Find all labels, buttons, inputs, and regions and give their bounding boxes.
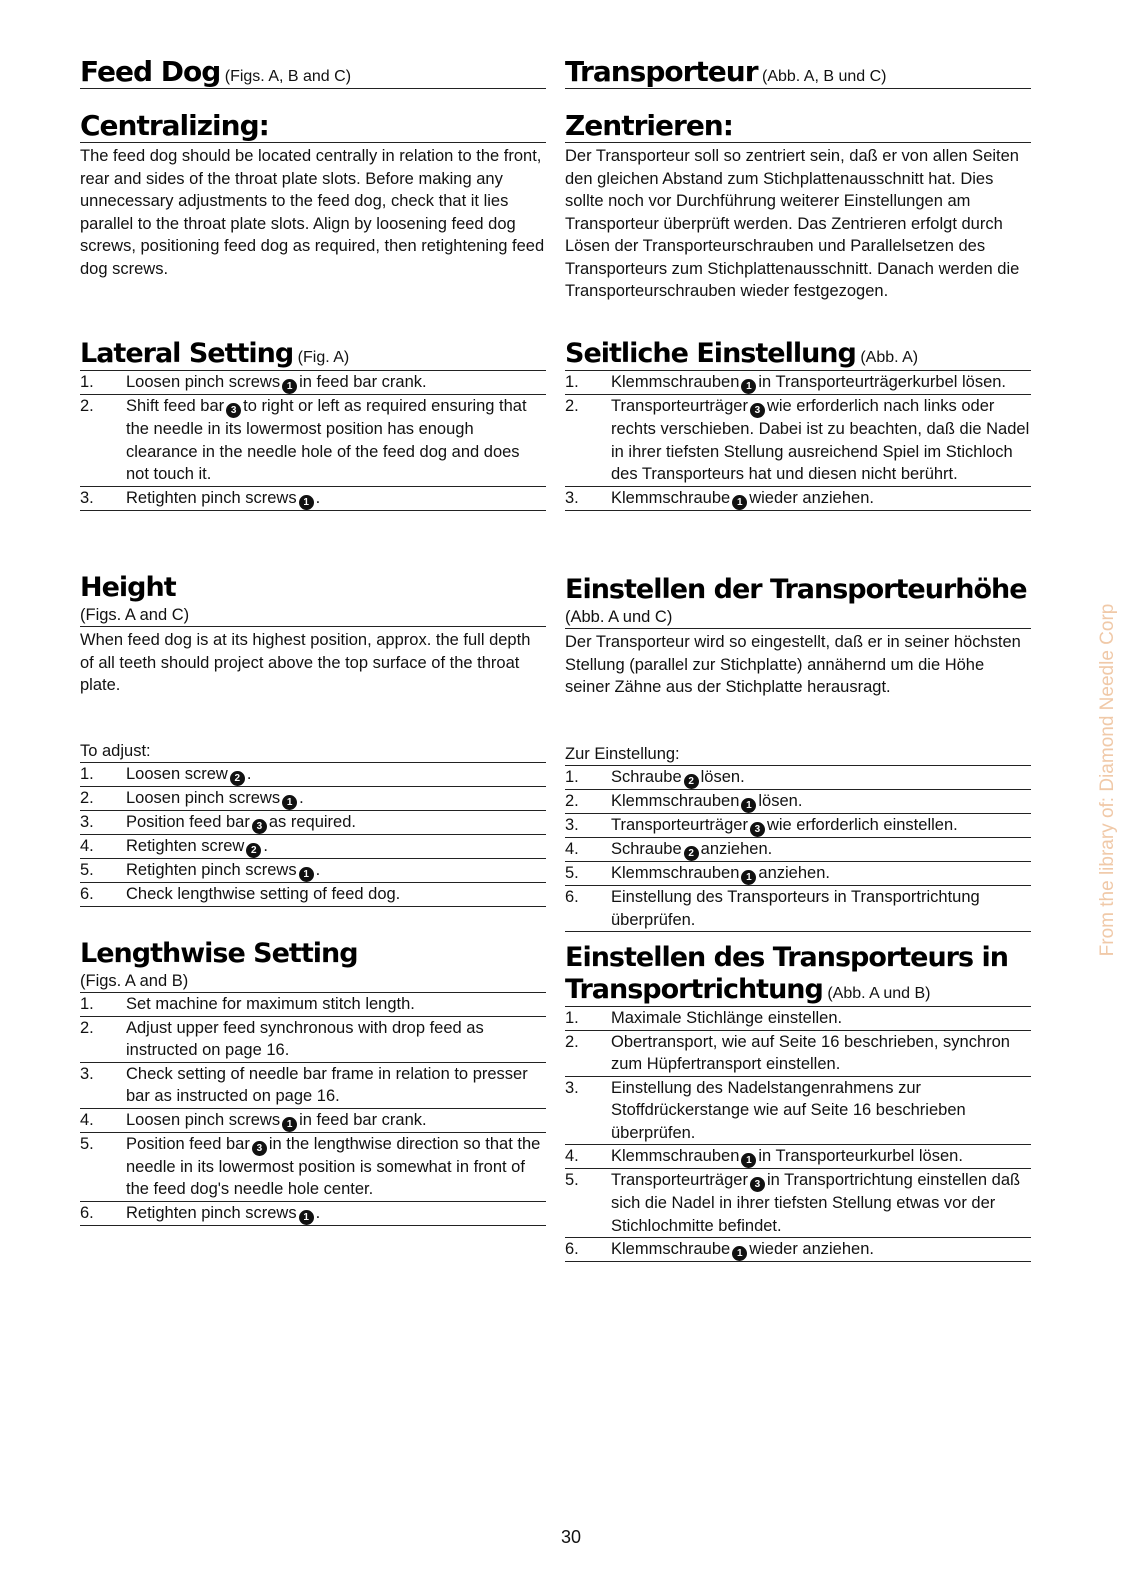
step-number: 1. xyxy=(565,373,579,391)
step-number: 3. xyxy=(565,816,579,834)
part-number-marker-icon: 2 xyxy=(246,843,261,858)
step-text xyxy=(611,1077,1031,1145)
transporteur-title: Transporteur xyxy=(565,55,758,88)
seitliche-steps xyxy=(565,371,1031,511)
part-number-marker-icon: 1 xyxy=(299,495,314,510)
step-text xyxy=(126,787,546,810)
step-number: 4. xyxy=(80,1110,94,1129)
step-item xyxy=(80,1202,546,1226)
step-text-main: Schraube xyxy=(611,768,682,786)
step-text-tail: lösen. xyxy=(758,792,803,810)
step-text-main: Position feed bar xyxy=(126,1134,250,1153)
step-text-main: Klemmschraube xyxy=(611,488,731,507)
step-item xyxy=(80,883,546,907)
step-number: 1. xyxy=(565,1009,579,1027)
step-text-main: Retighten pinch screws xyxy=(126,861,297,879)
step-text-main: Loosen pinch screws xyxy=(126,373,281,391)
step-text xyxy=(126,1133,546,1201)
step-text-main: Set machine for maximum stitch length. xyxy=(126,995,415,1013)
part-number-marker-icon: 1 xyxy=(732,1246,747,1261)
step-text-main: Loosen screw xyxy=(126,765,228,783)
step-number: 3. xyxy=(80,813,94,831)
step-text xyxy=(126,883,546,906)
step-text-main: Check lengthwise setting of feed dog. xyxy=(126,885,401,903)
step-text xyxy=(126,763,546,786)
step-text xyxy=(126,1017,546,1062)
step-text-tail: . xyxy=(315,1203,321,1222)
lateral-steps xyxy=(80,371,546,511)
step-number: 2. xyxy=(565,792,579,810)
lengthwise-subtitle: (Figs. A and B) xyxy=(80,970,546,993)
step-text-main: Klemmschrauben xyxy=(611,1147,740,1165)
step-item xyxy=(80,859,546,883)
step-text-tail: to right or left as required ensuring that the needle in its lowermost position has enough clearance in the needle hole of the feed dog and does not touch it. xyxy=(126,397,527,483)
part-number-marker-icon: 1 xyxy=(282,379,297,394)
lengthwise-section xyxy=(80,938,546,1226)
step-item xyxy=(80,1109,546,1133)
step-number: 5. xyxy=(565,864,579,882)
lateral-title: Lateral Setting xyxy=(80,338,294,369)
step-text-main: Position feed bar xyxy=(126,813,250,831)
step-text xyxy=(611,862,1031,885)
seitliche-heading xyxy=(565,338,1031,371)
feed-dog-heading xyxy=(80,56,546,89)
height-subtitle: (Figs. A and C) xyxy=(80,604,546,627)
lengthwise-title: Lengthwise Setting xyxy=(80,938,358,969)
step-text-tail: wie erforderlich einstellen. xyxy=(766,816,958,834)
part-number-marker-icon: 3 xyxy=(252,1141,267,1156)
step-item xyxy=(565,790,1031,814)
part-number-marker-icon: 2 xyxy=(230,771,245,786)
transportrichtung-section xyxy=(565,942,1031,1262)
zentrieren-text: Der Transporteur soll so zentriert sein, daß er von allen Seiten den gleichen Abstand zum Stichplattenausschnitt hat. Dies sollte noch vor Durchführung weiterer Einstellungen am Transporteur überprüft werden. Das Zentrieren erfolgt durch Lösen der Transporteurschrauben und Parallelsetzen des Transporteurs zum Stichplattenausschnitt. Danach werden die Transporteurschrauben wieder festgezogen. xyxy=(565,147,1020,300)
step-text-tail: in feed bar crank. xyxy=(299,373,427,391)
step-text-tail: in Transporteurkurbel lösen. xyxy=(758,1147,963,1165)
transportrichtung-steps xyxy=(565,1007,1031,1262)
hoehe-text: Der Transporteur wird so eingestellt, daß er in seiner höchsten Stellung (parallel zur Stichplatte) annähernd um die Höhe seiner Zähne aus der Stichplatte herausragt. xyxy=(565,633,1021,696)
feed-dog-subtitle: (Figs. A, B and C) xyxy=(224,68,352,85)
step-text-main: Klemmschrauben xyxy=(611,792,740,810)
step-text xyxy=(611,1169,1031,1237)
step-text-tail: in Transportrichtung einstellen daß sich die Nadel in ihrer tiefsten Stellung etwas vor der Stichlochmitte befindet. xyxy=(611,1171,1021,1235)
part-number-marker-icon: 1 xyxy=(741,1153,756,1168)
part-number-marker-icon: 3 xyxy=(750,403,765,418)
step-text-tail: . xyxy=(315,488,321,507)
height-title: Height xyxy=(80,572,176,603)
step-text-main: Retighten pinch screws xyxy=(126,488,297,507)
step-text-tail: anziehen. xyxy=(758,864,830,882)
einstellung-section xyxy=(565,743,1031,932)
step-text-main: Transporteurträger xyxy=(611,397,748,415)
step-text xyxy=(611,838,1031,861)
step-text xyxy=(126,811,546,834)
adjust-section xyxy=(80,740,546,907)
step-item xyxy=(80,487,546,511)
step-text-main: Klemmschrauben xyxy=(611,864,740,882)
step-text-main: Loosen pinch screws xyxy=(126,789,281,807)
library-watermark: From the library of: Diamond Needle Corp xyxy=(1097,603,1118,957)
part-number-marker-icon: 3 xyxy=(226,403,241,418)
step-item xyxy=(80,763,546,787)
step-text xyxy=(126,1202,546,1225)
step-text xyxy=(126,371,546,394)
hoehe-title: Einstellen der Transporteurhöhe xyxy=(565,574,1027,605)
step-text xyxy=(126,859,546,882)
step-item xyxy=(565,1145,1031,1169)
centralizing-section xyxy=(80,110,546,280)
step-item xyxy=(565,1031,1031,1077)
seitliche-subtitle: (Abb. A) xyxy=(860,349,919,366)
step-number: 4. xyxy=(565,1147,579,1165)
step-number: 1. xyxy=(80,995,94,1013)
step-text-main: Schraube xyxy=(611,840,682,858)
step-item xyxy=(80,993,546,1017)
step-text-tail: in the lengthwise direction so that the needle in its lowermost position is somewhat in front of the feed dog's needle hole center. xyxy=(126,1134,541,1198)
step-text-main: Einstellung des Transporteurs in Transportrichtung überprüfen. xyxy=(611,888,980,929)
step-number: 2. xyxy=(565,1032,579,1051)
part-number-marker-icon: 1 xyxy=(299,1210,314,1225)
step-number: 2. xyxy=(80,789,94,807)
step-item xyxy=(565,1238,1031,1262)
step-text xyxy=(126,1109,546,1132)
step-text-main: Obertransport, wie auf Seite 16 beschrieben, synchron zum Hüpfertransport einstellen. xyxy=(611,1032,1010,1073)
step-text-main: Loosen pinch screws xyxy=(126,1110,281,1129)
step-item xyxy=(80,811,546,835)
step-text-tail: in feed bar crank. xyxy=(299,1110,427,1129)
step-item xyxy=(565,487,1031,511)
step-text-tail: anziehen. xyxy=(700,840,773,858)
step-text xyxy=(611,886,1031,931)
step-item xyxy=(565,371,1031,395)
step-number: 4. xyxy=(565,840,579,858)
step-item xyxy=(80,1017,546,1063)
step-item xyxy=(565,1077,1031,1146)
step-text-main: Check setting of needle bar frame in relation to presser bar as instructed on page 16. xyxy=(126,1064,528,1105)
step-text-tail: . xyxy=(246,765,252,783)
step-text-main: Klemmschraube xyxy=(611,1240,731,1258)
part-number-marker-icon: 1 xyxy=(741,870,756,885)
step-number: 5. xyxy=(565,1171,579,1189)
step-number: 6. xyxy=(80,1203,94,1222)
step-number: 3. xyxy=(565,488,579,507)
height-steps xyxy=(80,763,546,907)
part-number-marker-icon: 1 xyxy=(282,795,297,810)
step-text-main: Adjust upper feed synchronous with drop feed as instructed on page 16. xyxy=(126,1018,484,1059)
step-item xyxy=(565,814,1031,838)
step-item xyxy=(565,1169,1031,1238)
transporteur-subtitle: (Abb. A, B und C) xyxy=(761,68,887,85)
step-text xyxy=(611,1145,1031,1168)
step-text-main: Klemmschrauben xyxy=(611,373,740,391)
lateral-section xyxy=(80,338,546,511)
step-text xyxy=(611,1031,1031,1076)
step-text-tail: wie erforderlich nach links oder rechts verschieben. Dabei ist zu beachten, daß die Nadel in ihrer tiefsten Stellung ausreichend Spiel im Stichloch des Transporteurs hat und diesen nicht berührt. xyxy=(611,397,1030,483)
step-text xyxy=(611,1238,1031,1261)
step-number: 2. xyxy=(80,397,94,415)
part-number-marker-icon: 3 xyxy=(750,822,765,837)
step-text xyxy=(611,790,1031,813)
step-text-main: Maximale Stichlänge einstellen. xyxy=(611,1009,843,1027)
zentrieren-section xyxy=(565,110,1031,303)
feed-dog-title: Feed Dog xyxy=(80,55,221,88)
step-number: 2. xyxy=(80,1018,94,1037)
hoehe-steps xyxy=(565,766,1031,932)
step-text-tail: wieder anziehen. xyxy=(749,488,874,507)
height-section xyxy=(80,572,546,697)
step-number: 3. xyxy=(565,1078,579,1097)
zentrieren-title: Zentrieren: xyxy=(565,110,1031,143)
lateral-heading xyxy=(80,338,546,371)
transportrichtung-subtitle: (Abb. A und B) xyxy=(827,985,931,1002)
step-item xyxy=(565,395,1031,487)
step-text-tail: in Transporteurträgerkurbel lösen. xyxy=(758,373,1007,391)
step-item xyxy=(80,835,546,859)
step-text xyxy=(611,371,1031,394)
step-item xyxy=(80,395,546,487)
height-text: When feed dog is at its highest position, approx. the full depth of all teeth should project above the top surface of the throat plate. xyxy=(80,631,531,694)
hoehe-section xyxy=(565,574,1031,699)
step-text-main: Einstellung des Nadelstangenrahmens zur Stoffdrückerstange wie auf Seite 16 beschrieben überprüfen. xyxy=(611,1078,966,1142)
step-text-tail: as required. xyxy=(268,813,356,831)
seitliche-title: Seitliche Einstellung xyxy=(565,338,856,369)
step-number: 5. xyxy=(80,1134,94,1153)
step-number: 1. xyxy=(80,765,94,783)
step-number: 4. xyxy=(80,837,94,855)
page-number: 30 xyxy=(560,1527,582,1547)
transporteur-heading xyxy=(565,56,1031,89)
step-text-tail: wieder anziehen. xyxy=(749,1240,874,1258)
step-text-main: Shift feed bar xyxy=(126,397,225,415)
part-number-marker-icon: 3 xyxy=(750,1177,765,1192)
step-number: 3. xyxy=(80,488,94,507)
adjust-label: To adjust: xyxy=(80,740,546,763)
transportrichtung-heading xyxy=(565,974,1031,1007)
step-text-tail: . xyxy=(299,789,304,807)
step-text-main: Retighten pinch screws xyxy=(126,1203,297,1222)
step-text-tail: . xyxy=(315,861,321,879)
step-text-tail: lösen. xyxy=(700,768,745,786)
step-item xyxy=(565,862,1031,886)
step-text-tail: . xyxy=(263,837,268,855)
step-text xyxy=(611,395,1031,486)
centralizing-title: Centralizing: xyxy=(80,110,546,143)
step-item xyxy=(80,371,546,395)
step-number: 6. xyxy=(565,1240,579,1258)
seitliche-section xyxy=(565,338,1031,511)
step-text xyxy=(126,993,546,1016)
step-number: 1. xyxy=(565,768,579,786)
step-text xyxy=(126,487,546,510)
step-number: 1. xyxy=(80,373,94,391)
centralizing-text: The feed dog should be located centrally in relation to the front, rear and sides of the throat plate slots. Before making any unnecessary adjustments to the feed dog, check that it lies parallel to the throat plate slots. Align by loosening feed dog screws, positioning feed dog as required, then retightening feed dog screws. xyxy=(80,147,545,278)
part-number-marker-icon: 3 xyxy=(252,819,267,834)
step-text-main: Transporteurträger xyxy=(611,816,748,834)
step-number: 6. xyxy=(565,888,579,906)
part-number-marker-icon: 2 xyxy=(684,774,699,789)
step-number: 5. xyxy=(80,861,94,879)
lateral-subtitle: (Fig. A) xyxy=(297,349,350,366)
step-text xyxy=(611,814,1031,837)
part-number-marker-icon: 1 xyxy=(741,379,756,394)
part-number-marker-icon: 1 xyxy=(732,495,747,510)
transportrichtung-title-line1: Einstellen des Transporteurs in xyxy=(565,942,1008,973)
step-text xyxy=(611,766,1031,789)
transportrichtung-title-line2: Transportrichtung xyxy=(565,974,823,1005)
part-number-marker-icon: 1 xyxy=(299,867,314,882)
hoehe-subtitle: (Abb. A und C) xyxy=(565,606,1031,629)
step-number: 3. xyxy=(80,1064,94,1083)
step-item xyxy=(565,766,1031,790)
step-text xyxy=(126,1063,546,1108)
step-text xyxy=(611,487,1031,510)
step-number: 6. xyxy=(80,885,94,903)
part-number-marker-icon: 1 xyxy=(282,1117,297,1132)
step-item xyxy=(80,1133,546,1202)
step-item xyxy=(565,1007,1031,1031)
step-text-main: Transporteurträger xyxy=(611,1171,748,1189)
step-text xyxy=(126,395,546,486)
step-text xyxy=(611,1007,1031,1030)
part-number-marker-icon: 2 xyxy=(684,846,699,861)
step-item xyxy=(80,787,546,811)
step-text-main: Retighten screw xyxy=(126,837,245,855)
part-number-marker-icon: 1 xyxy=(741,798,756,813)
step-number: 2. xyxy=(565,397,579,415)
step-text xyxy=(126,835,546,858)
lengthwise-steps xyxy=(80,993,546,1226)
step-item xyxy=(565,886,1031,932)
einstellung-label: Zur Einstellung: xyxy=(565,743,1031,766)
step-item xyxy=(565,838,1031,862)
step-item xyxy=(80,1063,546,1109)
